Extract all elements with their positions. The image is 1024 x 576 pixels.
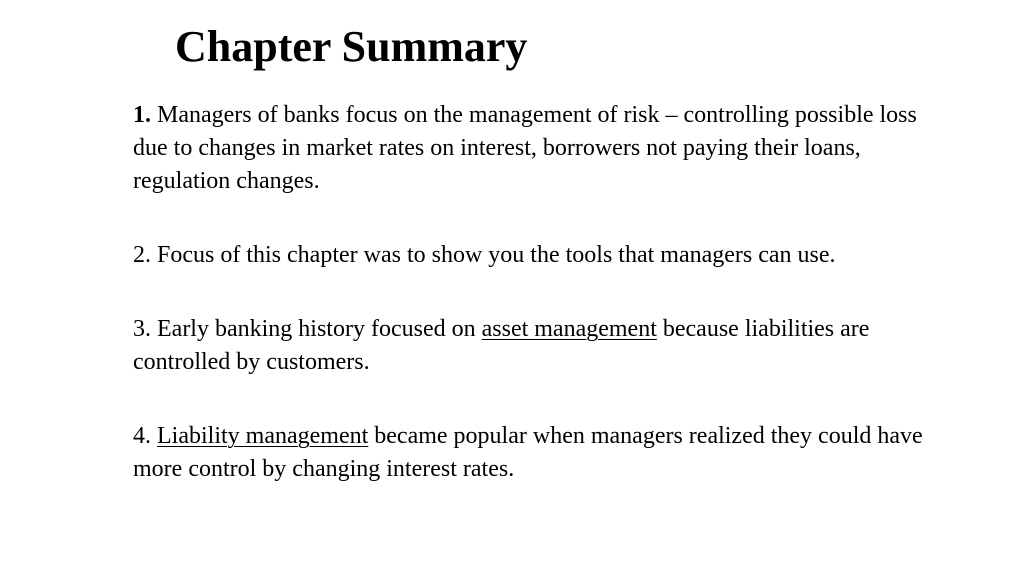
liability-management-term: Liability management bbox=[157, 423, 369, 449]
point-2-text: 2. Focus of this chapter was to show you the tools that managers can use. bbox=[133, 242, 836, 268]
slide-body bbox=[133, 99, 933, 486]
summary-point-2 bbox=[133, 239, 933, 272]
summary-point-1 bbox=[133, 99, 933, 198]
point-4-text-after: became popular when managers realized they could have more control by changing interest rates. bbox=[133, 423, 923, 482]
summary-point-3 bbox=[133, 313, 933, 379]
point-1-number: 1. bbox=[133, 102, 151, 128]
summary-point-4 bbox=[133, 420, 933, 486]
slide-title: Chapter Summary bbox=[175, 22, 528, 71]
point-1-text: Managers of banks focus on the management of risk – controlling possible loss due to changes in market rates on interest, borrowers not paying their loans, regulation changes. bbox=[133, 102, 917, 194]
point-3-text-before: 3. Early banking history focused on bbox=[133, 316, 482, 342]
point-4-text-before: 4. bbox=[133, 423, 157, 449]
point-3-text-after: because liabilities are controlled by customers. bbox=[133, 316, 870, 375]
asset-management-term: asset management bbox=[481, 316, 657, 342]
